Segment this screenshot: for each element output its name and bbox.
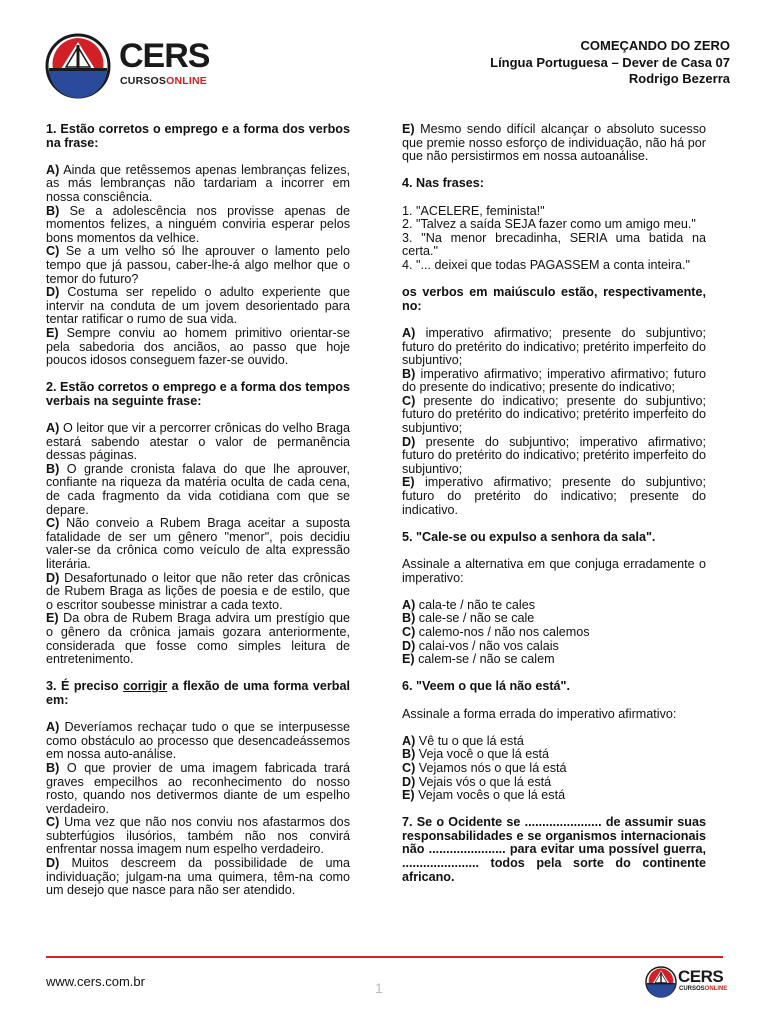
cers-logo	[45, 33, 245, 99]
q6-option-c: C) Vejamos nós o que lá está	[402, 760, 567, 775]
q4-sentence-2: 2. "Talvez a saída SEJA fazer como um amigo meu."	[402, 217, 696, 232]
document-heading	[490, 38, 730, 88]
q3-option-d: D) Muitos descreem da possibilidade de uma individuação; julgam-na uma quimera, têm-na como um desejo que nasce para não ser atendido.	[46, 856, 350, 898]
q6-option-b: B) Veja você o que lá está	[402, 747, 550, 762]
footer-brand-name: CERS	[678, 967, 724, 986]
q6-prompt: Assinale a forma errada do imperativo afirmativo:	[402, 706, 677, 721]
q2-option-d: D) Desafortunado o leitor que não reter das crônicas de Rubem Braga as lições de poesia e de estilo, que o escritor soubesse ministrar a cada texto.	[46, 570, 351, 612]
question-6-title: 6. "Veem o que lá não está".	[402, 679, 571, 694]
question-1-title: 1. Estão corretos o emprego e a forma dos verbos na frase:	[46, 122, 350, 150]
q3-option-a: A) Deveríamos rechaçar tudo o que se interpusesse como obstáculo ao processo que desencadeássemos em nossa auto-análise.	[46, 720, 350, 762]
q4-sentence-1: 1. "ACELERE, feminista!"	[402, 203, 545, 218]
q5-option-a: A) cala-te / não te cales	[402, 597, 536, 612]
brand-subtitle: CURSOSONLINE	[120, 75, 207, 87]
question-3-title: 3. É preciso corrigir a flexão de uma forma verbal em:	[46, 679, 350, 707]
q5-prompt: Assinale a alternativa em que conjuga erradamente o imperativo:	[402, 557, 706, 585]
q5-option-e: E) calem-se / não se calem	[402, 652, 555, 667]
q4-option-e: E) imperativo afirmativo; presente do subjuntivo; futuro do pretérito do indicativo; presente do indicativo.	[402, 475, 707, 517]
q4-sentence-3: 3. "Na menor brecadinha, SERIA uma batida na certa."	[402, 230, 706, 259]
q1-option-e: E) Sempre conviu ao homem primitivo orientar-se pela sabedoria dos anciãos, ao passo que hoje poucos idosos conseguem fazer-se ouvido.	[46, 325, 351, 368]
q5-option-d: D) calai-vos / não vos calais	[402, 638, 559, 653]
q4-option-b: B) imperativo afirmativo; imperativo afirmativo; futuro do presente do indicativo; presente do indicativo;	[402, 366, 707, 395]
footer-brand-subtitle: CURSOSONLINE	[679, 986, 728, 992]
q6-option-d: D) Vejais vós o que lá está	[402, 774, 552, 789]
q3-option-b: B) O que provier de uma imagem fabricada trará graves empecilhos ao reconhecimento do nosso rosto, quando nos detivermos diante de um espelho verdadeiro.	[46, 760, 351, 816]
q3-option-e: E) Mesmo sendo difícil alcançar o absoluto sucesso que premie nosso esforço de individuação, não há por que não persistirmos em nossa autoanálise.	[402, 122, 706, 164]
q4-sentence-4: 4. "... deixei que todas PAGASSEM a conta inteira."	[402, 257, 691, 272]
q1-option-a: A) Ainda que retêssemos apenas lembranças felizes, as más lembranças não tardariam a incorrer em nossa consciência.	[46, 162, 350, 204]
q4-option-a: A) imperativo afirmativo; presente do subjuntivo; futuro do pretérito do indicativo; pretérito imperfeito do subjuntivo;	[402, 325, 707, 368]
question-2-title: 2. Estão corretos o emprego e a forma dos tempos verbais na seguinte frase:	[46, 380, 350, 408]
q2-option-e: E) Da obra de Rubem Braga advira um prestígio que o gênero da crônica jamais gozara anteriormente, considerada que fosse como simples leitura de entretenimento.	[46, 611, 350, 667]
q3-option-c: C) Uma vez que não nos conviu nos afastarmos dos subterfúgios ilusórios, também não nos convirá enfrentar nossa imagem num espelho verdadeiro.	[46, 815, 350, 857]
left-column	[46, 123, 350, 898]
question-4-title: 4. Nas frases:	[402, 176, 484, 191]
q2-option-c: C) Não conveio a Rubem Braga aceitar a suposta fatalidade de ser um gênero "menor", pois decidiu valer-se da crônica como veículo de alta expressão literária.	[46, 516, 351, 571]
right-column	[402, 123, 706, 884]
course-title: COMEÇANDO DO ZERO	[580, 38, 730, 53]
q1-option-d: D) Costuma ser repelido o adulto experiente que intervir na conduta de um jovem desorientado para tentar ratificar o rumo de sua vida.	[46, 285, 350, 327]
footer-logo	[645, 966, 728, 998]
q5-option-c: C) calemo-nos / não nos calemos	[402, 624, 590, 639]
question-5-title: 5. "Cale-se ou expulso a senhora da sala".	[402, 529, 656, 544]
footer-url[interactable]: www.cers.com.br	[46, 974, 145, 989]
question-7-title: 7. Se o Ocidente se ...................... de assumir suas responsabilidades e se organismos internacionais não ...................... para evitar uma possível guerra, ...................... todos pela sorte do continente africano.	[402, 815, 706, 884]
q2-option-a: A) O leitor que vir a percorrer crônicas do velho Braga estará sabendo atestar o valor de permanência dessas páginas.	[46, 421, 351, 463]
q1-option-b: B) Se a adolescência nos provisse apenas de momentos felizes, a ninguém conviria esperar pelos bons momentos da velhice.	[46, 203, 350, 245]
q4-option-c: C) presente do indicativo; presente do subjuntivo; futuro do pretérito do indicativo; pretérito imperfeito do subjuntivo;	[402, 393, 706, 436]
lesson-title: Língua Portuguesa – Dever de Casa 07	[490, 54, 730, 70]
cers-emblem-small-icon	[645, 966, 677, 998]
q2-option-b: B) O grande cronista falava do que lhe aprouver, confiante na riqueza da matéria oculta de cada cena, de cada fragmento da vida cotidiana com que se depare.	[46, 461, 351, 517]
cers-emblem-icon	[45, 33, 111, 99]
page-number: 1	[375, 980, 383, 996]
q4-prompt: os verbos em maiúsculo estão, respectivamente, no:	[402, 285, 706, 313]
q6-option-e: E) Vejam vocês o que lá está	[402, 788, 566, 803]
brand-name: CERS	[119, 37, 210, 75]
footer-divider	[46, 956, 723, 958]
page-header	[0, 0, 768, 110]
q1-option-c: C) Se a um velho só lhe aprouver o lamento pelo tempo que já passou, caber-lhe-á algo melhor que o temor do futuro?	[46, 244, 350, 286]
q6-option-a: A) Vê tu o que lá está	[402, 733, 524, 748]
q5-option-b: B) cale-se / não se cale	[402, 611, 535, 626]
q4-option-d: D) presente do subjuntivo; imperativo afirmativo; futuro do pretérito do indicativo; pretérito imperfeito do subjuntivo;	[402, 434, 707, 476]
author-name: Rodrigo Bezerra	[628, 71, 730, 86]
